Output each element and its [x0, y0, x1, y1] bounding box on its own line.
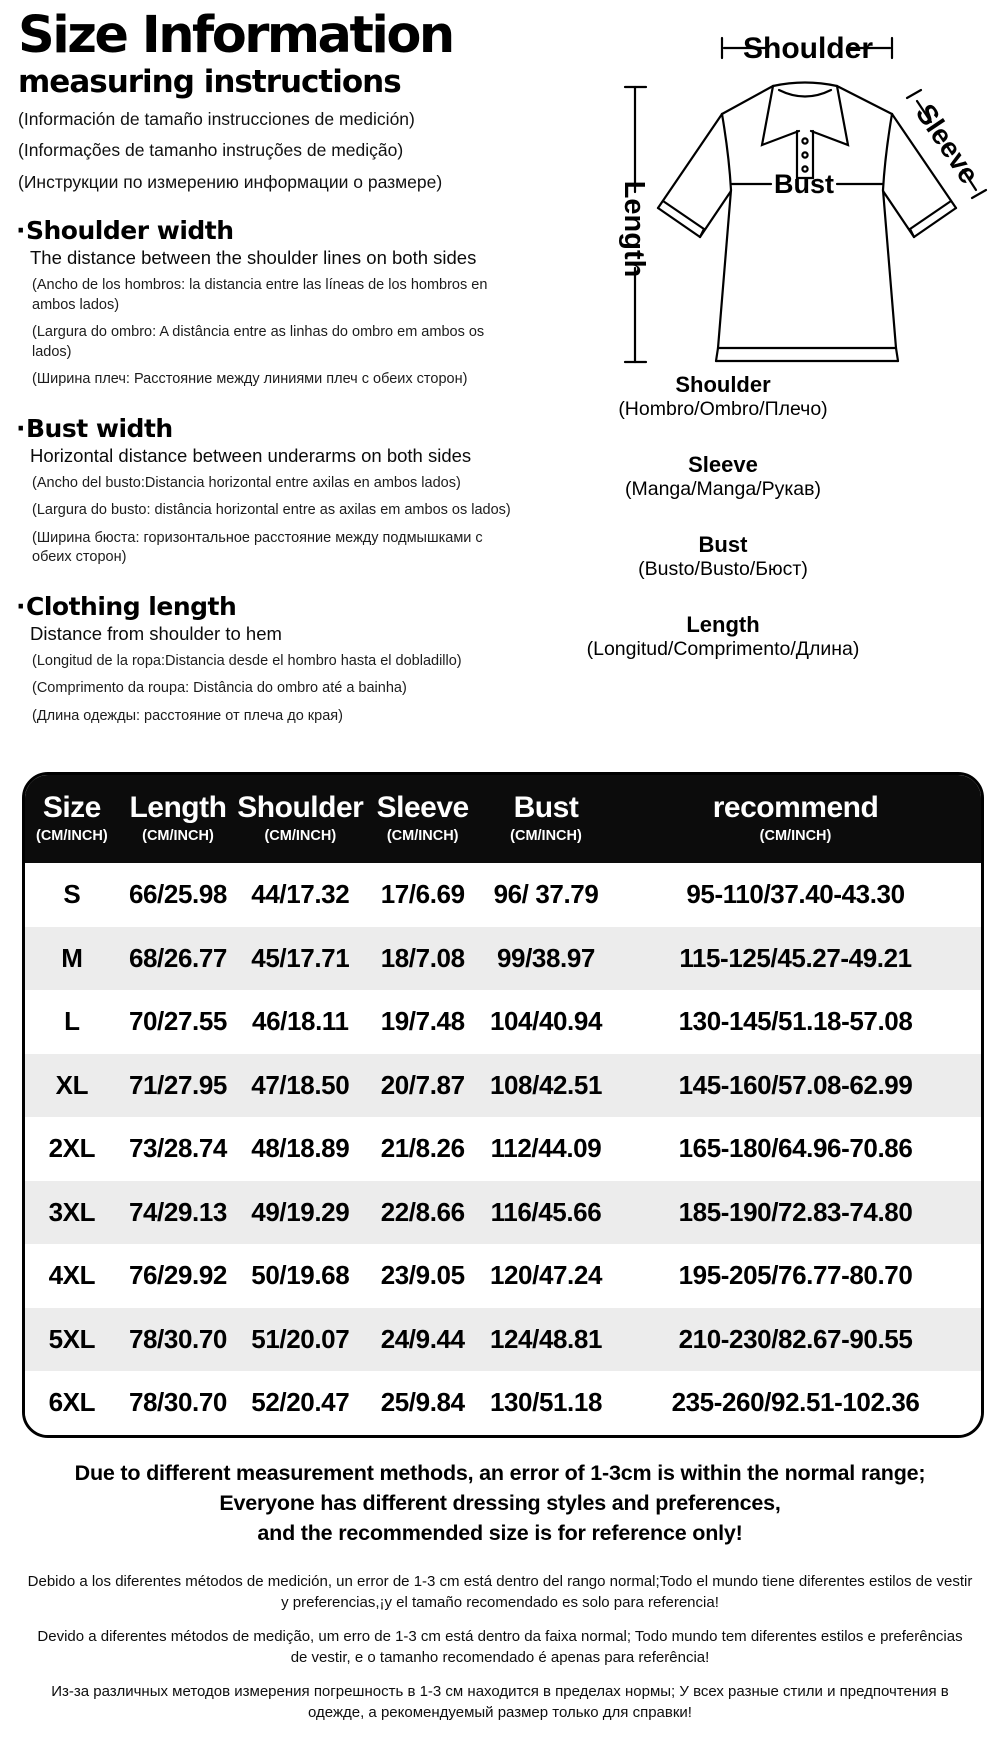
- length-cell: 73/28.74: [128, 1133, 227, 1164]
- unit-note: (CM/INCH): [386, 828, 459, 844]
- page-title: Size Information: [18, 6, 453, 65]
- size-cell: 6XL: [48, 1387, 96, 1418]
- legend-item-length: [545, 612, 901, 661]
- column-header-sleeve: Sleeve (CM/INCH): [363, 775, 482, 863]
- shoulder-cell: 46/18.11: [252, 1006, 349, 1037]
- bust-cell: 96/ 37.79: [493, 879, 599, 910]
- disclaimer-en-line3: and the recommended size is for reference only!: [257, 1521, 743, 1545]
- shoulder-cell: 48/18.89: [251, 1133, 350, 1164]
- shirt-outline-icon: [658, 83, 956, 362]
- unit-note: (CM/INCH): [142, 828, 214, 844]
- sleeve-cell: 25/9.84: [380, 1387, 465, 1418]
- table-row: [25, 990, 981, 1054]
- section-title: Bust width: [26, 413, 173, 443]
- recommend-cell: 95-110/37.40-43.30: [686, 879, 905, 910]
- shoulder-cell: 50/19.68: [251, 1260, 350, 1291]
- size-cell: 5XL: [48, 1323, 96, 1354]
- length-cell: 76/29.92: [128, 1260, 227, 1291]
- length-cell: 78/30.70: [128, 1387, 227, 1418]
- column-header-bust: Bust (CM/INCH): [482, 775, 610, 863]
- section-clothing-length: [18, 592, 542, 727]
- table-row: [25, 1117, 981, 1181]
- column-header-shoulder: Shoulder (CM/INCH): [237, 791, 364, 844]
- legend-item-sleeve: [545, 452, 901, 501]
- section-description: The distance between the shoulder lines on both sides: [30, 247, 477, 268]
- bust-diagram-label: Bust: [774, 169, 834, 199]
- recommend-cell: 195-205/76.77-80.70: [678, 1260, 913, 1291]
- size-cell: 2XL: [48, 1133, 96, 1164]
- column-header-size: Size (CM/INCH): [25, 775, 119, 863]
- section-translation-es: (Longitud de la ropa:Distancia desde el hombro hasta el dobladillo): [32, 652, 462, 669]
- polo-shirt-diagram: [540, 0, 1000, 372]
- section-translation-pt: (Largura do ombro: A distância entre as linhas do ombro em ambos os lados): [32, 324, 485, 360]
- measurement-legend: [545, 372, 901, 692]
- section-description: Distance from shoulder to hem: [30, 622, 282, 644]
- section-translation-ru: (Длина одежды: расстояние от плеча до края): [32, 707, 343, 724]
- size-cell: S: [63, 879, 81, 910]
- unit-note: (CM/INCH): [759, 828, 832, 844]
- section-translation-ru: (Ширина бюста: горизонтальное расстояние между подмышками с обеих сторон): [32, 529, 483, 565]
- bust-cell: 108/42.51: [489, 1069, 603, 1100]
- sleeve-cell: 22/8.66: [380, 1196, 465, 1227]
- legend-name: Sleeve: [688, 452, 758, 477]
- section-shoulder-width: [18, 216, 542, 390]
- recommend-cell: 165-180/64.96-70.86: [678, 1133, 913, 1164]
- shoulder-cell: 47/18.50: [251, 1069, 350, 1100]
- shoulder-cell: 49/19.29: [251, 1196, 350, 1227]
- table-row: [25, 863, 981, 927]
- legend-translation: (Hombro/Ombro/Плечо): [618, 398, 828, 420]
- bust-cell: 120/47.24: [489, 1260, 603, 1291]
- subtitle-translation-ru: (Инструкции по измерению информации о размере): [18, 171, 443, 192]
- section-description: Horizontal distance between underarms on both sides: [30, 444, 472, 466]
- sleeve-cell: 21/8.26: [380, 1133, 465, 1164]
- size-cell: L: [64, 1006, 80, 1037]
- bust-cell: 124/48.81: [489, 1323, 603, 1354]
- legend-name: Shoulder: [675, 372, 771, 397]
- length-cell: 70/27.55: [128, 1006, 227, 1037]
- bullet-icon: ·: [16, 413, 25, 443]
- legend-item-shoulder: [545, 372, 901, 421]
- section-title: Shoulder width: [26, 216, 234, 245]
- intro-block: [18, 8, 542, 195]
- section-title: Clothing length: [26, 591, 237, 621]
- size-cell: 4XL: [48, 1260, 96, 1291]
- disclaimer-ru: Из-за различных методов измерения погрешность в 1-3 см находится в пределах нормы; У всех разные стили и предпочтения в одежде, а рекомендуемый размер только для справки!: [51, 1683, 949, 1721]
- disclaimer-en-line1: Due to different measurement methods, an error of 1-3cm is within the normal range;: [74, 1461, 926, 1485]
- bust-cell: 99/38.97: [496, 942, 595, 973]
- recommend-cell: 145-160/57.08-62.99: [678, 1069, 913, 1100]
- disclaimer-block: [0, 1458, 1000, 1723]
- recommend-cell: 210-230/82.67-90.55: [678, 1323, 913, 1354]
- length-cell: 66/25.98: [128, 879, 227, 910]
- bust-cell: 112/44.09: [490, 1133, 602, 1164]
- section-translation-es: (Ancho de los hombros: la distancia entre las líneas de los hombros en ambos lados): [32, 277, 488, 313]
- table-row: [25, 1308, 981, 1372]
- column-header-recommend: recommend (CM/INCH): [610, 775, 981, 863]
- shoulder-diagram-label: Shoulder: [742, 32, 874, 65]
- sleeve-measure-tick-top: [907, 90, 921, 98]
- shoulder-cell: 44/17.32: [251, 879, 350, 910]
- recommend-cell: 130-145/51.18-57.08: [678, 1006, 913, 1037]
- subtitle-translation-pt: (Informações de tamanho instruções de medição): [18, 140, 404, 161]
- section-bust-width: [18, 414, 542, 568]
- section-translation-es: (Ancho del busto:Distancia horizontal entre axilas en ambos lados): [32, 474, 461, 491]
- section-translation-pt: (Largura do busto: distância horizontal entre as axilas em ambos os lados): [32, 502, 511, 518]
- unit-note: (CM/INCH): [36, 828, 108, 844]
- bullet-icon: ·: [16, 216, 25, 245]
- sleeve-cell: 18/7.08: [380, 942, 465, 973]
- subtitle-translation-es: (Información de tamaño instrucciones de medición): [18, 108, 415, 129]
- length-cell: 68/26.77: [128, 942, 227, 973]
- measuring-sections: [18, 216, 542, 750]
- size-cell: XL: [55, 1069, 89, 1100]
- recommend-cell: 235-260/92.51-102.36: [671, 1387, 920, 1418]
- section-translation-pt: (Comprimento da roupa: Distância do ombro até a bainha): [32, 680, 407, 696]
- length-cell: 71/27.95: [128, 1069, 227, 1100]
- bust-cell: 130/51.18: [489, 1387, 603, 1418]
- bust-cell: 104/40.94: [489, 1006, 603, 1037]
- length-cell: 74/29.13: [128, 1196, 227, 1227]
- shoulder-cell: 45/17.71: [251, 942, 350, 973]
- column-header-length: Length (CM/INCH): [119, 775, 238, 863]
- disclaimer-es: Debido a los diferentes métodos de medición, un error de 1-3 cm está dentro del rango normal;Todo el mundo tiene diferentes estilos de vestir y preferencias,¡y el tamaño recomendado es solo para referencia!: [27, 1573, 973, 1611]
- legend-translation: (Manga/Manga/Рукав): [625, 478, 821, 500]
- legend-translation: (Busto/Busto/Бюст): [638, 558, 808, 580]
- disclaimer-en-line2: Everyone has different dressing styles and preferences,: [219, 1491, 781, 1515]
- table-header-row: [25, 775, 981, 863]
- legend-name: Length: [686, 612, 760, 637]
- unit-note: (CM/INCH): [510, 828, 582, 844]
- recommend-cell: 185-190/72.83-74.80: [678, 1196, 913, 1227]
- length-diagram-label: Length: [618, 180, 650, 278]
- table-row: [25, 1371, 981, 1435]
- disclaimer-pt: Devido a diferentes métodos de medição, um erro de 1-3 cm está dentro da faixa normal; Todo mundo tem diferentes estilos e preferências de vestir, e o tamanho recomendado é apenas para referência!: [37, 1628, 963, 1666]
- unit-note: (CM/INCH): [264, 828, 337, 844]
- bullet-icon: ·: [16, 591, 25, 621]
- table-row: [25, 1244, 981, 1308]
- sleeve-cell: 23/9.05: [380, 1260, 465, 1291]
- table-row: [25, 927, 981, 991]
- sleeve-cell: 20/7.87: [380, 1069, 465, 1100]
- sleeve-diagram-label: Sleeve: [909, 98, 986, 190]
- legend-item-bust: [545, 532, 901, 581]
- section-translation-ru: (Ширина плеч: Расстояние между линиями плеч с обеих сторон): [32, 371, 468, 387]
- sleeve-cell: 24/9.44: [380, 1323, 465, 1354]
- shoulder-cell: 51/20.07: [251, 1323, 350, 1354]
- size-cell: M: [61, 942, 83, 973]
- sleeve-cell: 17/6.69: [380, 879, 465, 910]
- sleeve-cell: 19/7.48: [380, 1006, 465, 1037]
- sleeve-measure-tick-bottom: [972, 190, 986, 198]
- size-cell: 3XL: [48, 1196, 96, 1227]
- bust-cell: 116/45.66: [490, 1196, 602, 1227]
- table-row: [25, 1054, 981, 1118]
- length-cell: 78/30.70: [128, 1323, 227, 1354]
- recommend-cell: 115-125/45.27-49.21: [679, 942, 912, 973]
- page-subtitle: measuring instructions: [18, 64, 401, 101]
- legend-name: Bust: [698, 532, 748, 557]
- shoulder-cell: 52/20.47: [251, 1387, 350, 1418]
- legend-translation: (Longitud/Comprimento/Длина): [586, 638, 860, 660]
- table-row: [25, 1181, 981, 1245]
- size-table: [22, 772, 984, 1438]
